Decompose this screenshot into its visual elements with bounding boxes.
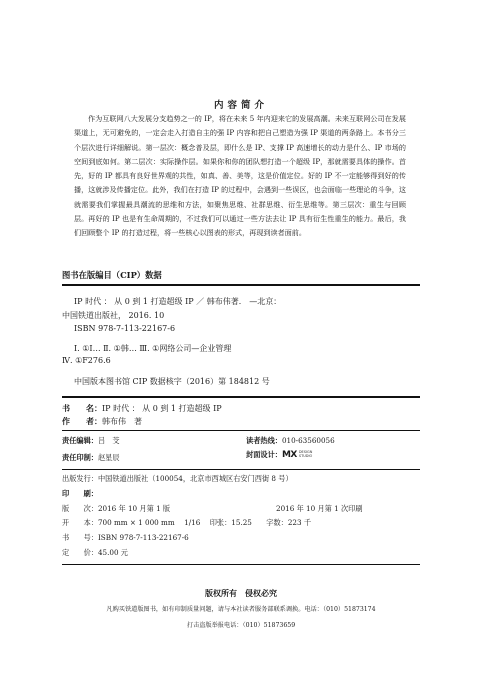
edition-line: 版 次：2016 年 10 月第 1 版 <box>62 504 171 513</box>
price-line: 定 价：45.00 元 <box>62 548 128 557</box>
editors-bottom-rule <box>62 469 420 470</box>
publication-bottom-rule <box>62 564 420 565</box>
cip-line-3: ISBN 978-7-113-22167-6 <box>74 324 176 333</box>
print-supervisor-value: 赵星辰 <box>97 453 120 462</box>
hotline-label: 读者热线： <box>246 436 282 445</box>
printing-line: 2016 年 10 月第 1 次印刷 <box>276 504 363 513</box>
print-supervisor-label: 责任印制： <box>62 453 98 462</box>
piracy-report-line: 打击盗版举报电话：（010）51873659 <box>186 622 296 629</box>
cip-line-2: 中国铁道出版社， 2016. 10 <box>62 311 165 320</box>
book-title-value: IP 时代 ： 从 0 到 1 打造超级 IP <box>102 404 222 413</box>
cip-heading: 图书在版编目（CIP）数据 <box>62 270 162 280</box>
book-author-value: 韩布伟 著 <box>102 417 142 426</box>
printer-label: 印 刷： <box>62 489 98 498</box>
cover-design-logo-sub: DESIGN STUDIO <box>298 450 313 458</box>
format-line: 开 本：700 mm × 1 000 mm 1/16 印张：15.25 字数：223 千 <box>62 518 312 527</box>
cip-record-number: 中国版本图书馆 CIP 数据核字（2016）第 184812 号 <box>74 377 270 386</box>
editor-value: 吕 芠 <box>97 436 120 445</box>
cip-line-5: Ⅳ. ①F276.6 <box>62 356 111 365</box>
cip-top-rule <box>62 284 420 286</box>
copyright-heading: 版权所有 侵权必究 <box>205 588 277 598</box>
summary-body: 作为互联网八大发展分支趋势之一的 IP，将在未来 5 年内迎来它的发展高潮。未来互联网公司在发展渠道上，无可避免的，一定会走入打造自主的强 IP 内容和把自己塑造为强 IP 渠道的两条路上。本书分三个层次进行详细解说。第一层次：概念普及层，即什么是 IP、支撑 IP 高速增长的动力是什么、IP 市场的空间到底如何。第二层次：实际操作层。如果你和你的团队想打造一个超级 IP，那就需要具体的操作。首先，好的 IP 都具有良好世界观的共性，如真、善、美等，这是价值定位。好的 IP 不一定能够得到好的传播，这就涉及传播定位。此外，我们在打造 IP 的过程中，会遇到一些误区，也会面临一些理论的斗争，这就需要我们掌握最具潮流的思维和方法，如聚焦思维、社群思维、衍生思维等。第三层次：重生与回顾层。再好的 IP 也是有生命周期的，不过我们可以通过一些方法去让 IP 具有衍生性重生的能力。最后，我们回顾整个 IP 的打造过程，将一些核心以图表的形式，再现到读者面前。 <box>74 114 406 238</box>
publisher-line: 出版发行：中国铁道出版社（100054，北京市西城区右安门西街 8 号） <box>62 474 293 483</box>
editor-label: 责任编辑： <box>62 436 98 445</box>
cover-design-logo: MX <box>281 450 297 460</box>
hotline-value: 010-63560056 <box>281 436 335 445</box>
editor-row <box>62 436 120 446</box>
print-supervisor-row <box>62 453 120 463</box>
book-top-rule <box>62 396 420 398</box>
cip-line-1: IP 时代 ： 从 0 到 1 打造超级 IP ／ 韩布伟著． —北京： <box>74 297 282 306</box>
copyright-notice: 凡购买铁道版图书，如有印制质量问题，请与本社读者服务部联系调换。电话：（010）51873174 <box>106 606 376 613</box>
cover-design-row <box>246 450 312 460</box>
summary-title: 内容简介 <box>213 100 268 111</box>
book-author-label: 作 者： <box>62 416 102 426</box>
hotline-row <box>246 436 335 446</box>
cover-design-label: 封面设计： <box>246 450 282 459</box>
book-bottom-rule <box>62 430 420 431</box>
cip-line-4: Ⅰ. ①I… Ⅱ. ①韩… Ⅲ. ①网络公司—企业管理 <box>74 344 232 353</box>
book-title-label: 书 名： <box>62 403 102 413</box>
book-author-row <box>62 416 142 427</box>
book-title-row <box>62 403 222 414</box>
isbn-line: 书 号：ISBN 978-7-113-22167-6 <box>62 533 189 542</box>
